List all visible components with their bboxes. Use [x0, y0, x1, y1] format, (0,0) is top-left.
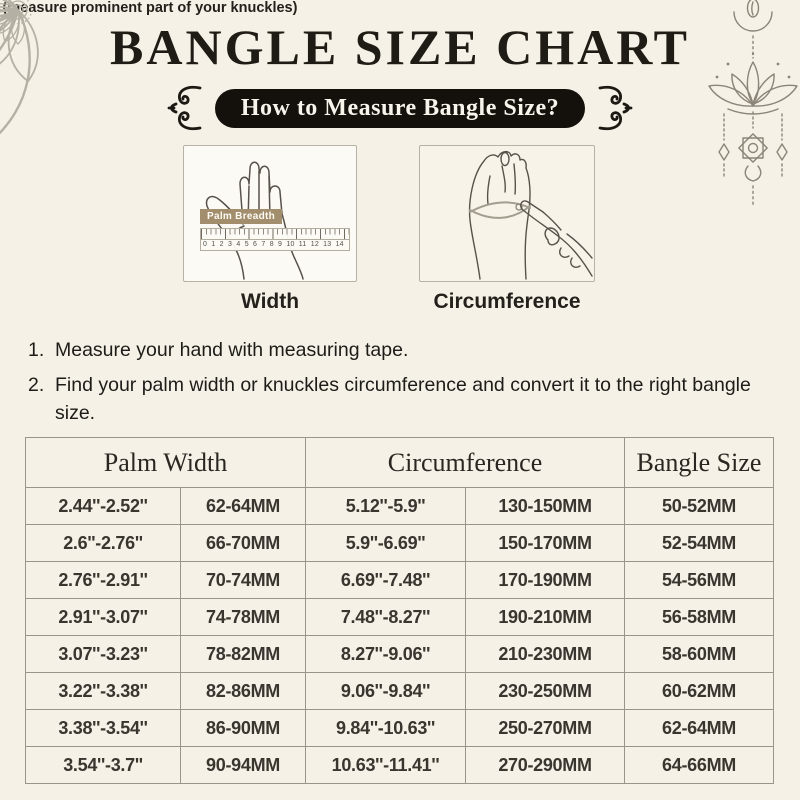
table-cell: 54-56MM — [625, 562, 774, 599]
table-cell: 2.6''-2.76'' — [26, 525, 181, 562]
table-cell: 130-150MM — [466, 488, 625, 525]
size-chart-table — [25, 437, 774, 784]
table-cell: 270-290MM — [466, 747, 625, 784]
table-cell: 60-62MM — [625, 673, 774, 710]
table-cell: 250-270MM — [466, 710, 625, 747]
table-cell: 86-90MM — [181, 710, 306, 747]
ruler-numbers: 0 1 2 3 4 5 6 7 8 9 10 11 12 13 14 — [203, 241, 344, 248]
table-cell: 9.06''-9.84'' — [306, 673, 466, 710]
table-cell: 2.91''-3.07'' — [26, 599, 181, 636]
left-flourish-icon — [165, 82, 205, 134]
table-cell: 2.44''-2.52'' — [26, 488, 181, 525]
ruler — [200, 228, 350, 251]
table-cell: 52-54MM — [625, 525, 774, 562]
table-cell: 6.69''-7.48'' — [306, 562, 466, 599]
page-title: BANGLE SIZE CHART — [110, 19, 690, 75]
table-cell: 3.38''-3.54'' — [26, 710, 181, 747]
table-cell: 210-230MM — [466, 636, 625, 673]
table-cell: 90-94MM — [181, 747, 306, 784]
table-cell: 230-250MM — [466, 673, 625, 710]
circumference-caption: Circumference — [433, 290, 581, 313]
circumference-illustration — [419, 145, 595, 282]
header-circumference: Circumference — [306, 438, 625, 488]
badge-row — [0, 82, 800, 134]
table-cell: 62-64MM — [625, 710, 774, 747]
table-cell: 70-74MM — [181, 562, 306, 599]
table-cell: 5.12''-5.9'' — [306, 488, 466, 525]
table-cell: 7.48''-8.27'' — [306, 599, 466, 636]
table-cell: 5.9''-6.69'' — [306, 525, 466, 562]
table-row — [26, 599, 774, 636]
how-to-measure-badge: How to Measure Bangle Size? — [215, 89, 585, 128]
right-flourish-icon — [595, 82, 635, 134]
table-cell: 66-70MM — [181, 525, 306, 562]
table-cell: 150-170MM — [466, 525, 625, 562]
palm-breadth-label: Palm Breadth — [200, 209, 282, 224]
width-caption: Width — [240, 290, 300, 313]
ruler-ticks — [201, 229, 349, 240]
step-2-text: Find your palm width or knuckles circumference and convert it to the right bangle size. — [55, 374, 751, 424]
step-1-number: 1. — [28, 339, 45, 361]
table-cell: 56-58MM — [625, 599, 774, 636]
step-2 — [28, 372, 754, 427]
table-row — [26, 673, 774, 710]
table-cell: 8.27''-9.06'' — [306, 636, 466, 673]
table-header-row — [26, 438, 774, 488]
header-bangle-size: Bangle Size — [625, 438, 774, 488]
table-cell: 9.84''-10.63'' — [306, 710, 466, 747]
table-cell: 64-66MM — [625, 747, 774, 784]
header-palm-width: Palm Width — [26, 438, 306, 488]
table-cell: 50-52MM — [625, 488, 774, 525]
table-cell: 58-60MM — [625, 636, 774, 673]
table-cell: 3.07''-3.23'' — [26, 636, 181, 673]
table-row — [26, 747, 774, 784]
table-cell: 74-78MM — [181, 599, 306, 636]
step-1-text: Measure your hand with measuring tape. — [55, 339, 409, 361]
instruction-steps — [28, 337, 754, 435]
table-cell: 3.54''-3.7'' — [26, 747, 181, 784]
table-cell: 10.63''-11.41'' — [306, 747, 466, 784]
table-cell: 78-82MM — [181, 636, 306, 673]
table-cell: 190-210MM — [466, 599, 625, 636]
table-cell: 82-86MM — [181, 673, 306, 710]
table-row — [26, 525, 774, 562]
table-cell: 170-190MM — [466, 562, 625, 599]
table-cell: 3.22''-3.38'' — [26, 673, 181, 710]
width-illustration — [183, 145, 357, 282]
table-cell: 62-64MM — [181, 488, 306, 525]
table-cell: 2.76''-2.91'' — [26, 562, 181, 599]
circumference-note: (measure prominent part of your knuckles) — [2, 0, 298, 16]
table-row — [26, 636, 774, 673]
table-row — [26, 562, 774, 599]
table-row — [26, 488, 774, 525]
table-row — [26, 710, 774, 747]
step-2-number: 2. — [28, 374, 45, 397]
step-1 — [28, 337, 754, 364]
hands-measuring-knuckles-icon — [420, 146, 594, 281]
